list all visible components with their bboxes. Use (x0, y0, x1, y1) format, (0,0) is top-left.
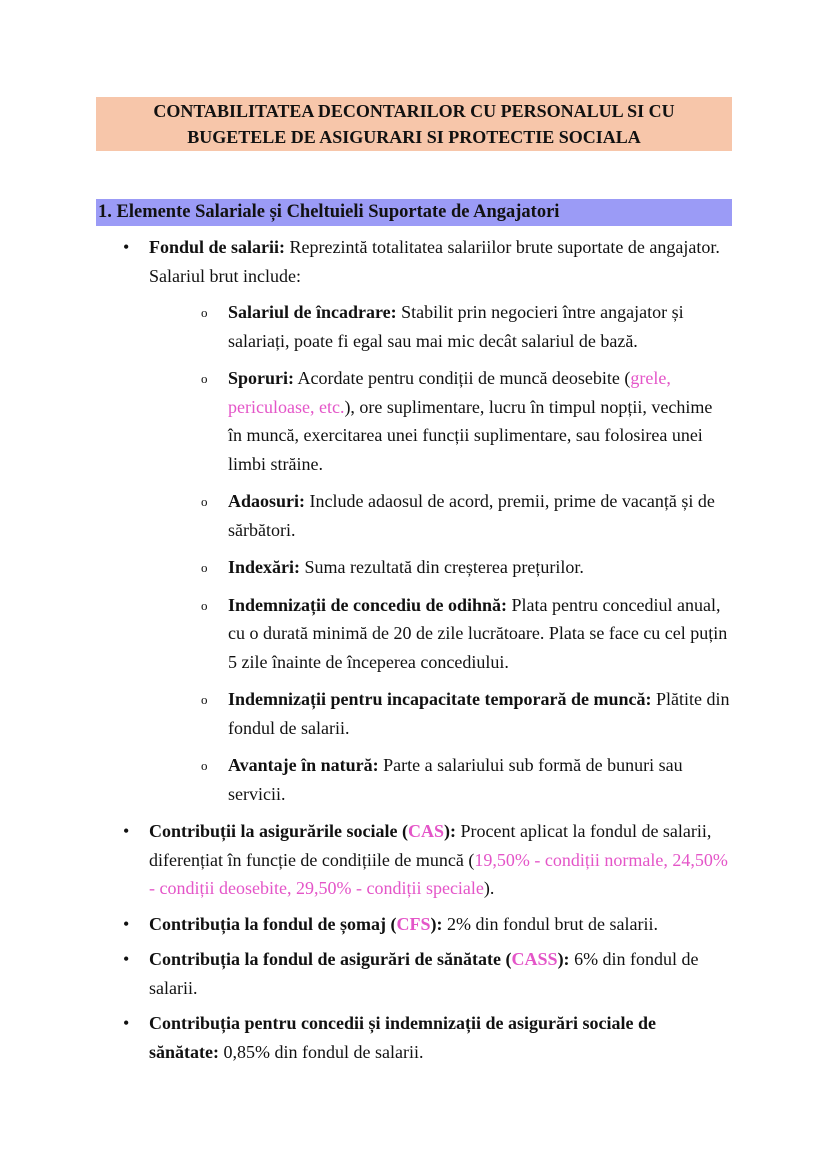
bold-term: Avantaje în natură: (228, 755, 379, 775)
highlighted-text: 19,50% - condiții normale, 24,50% - condiții deosebite, 29,50% - condiții speciale (149, 849, 728, 898)
sub-list-item (149, 487, 730, 544)
circle-bullet-icon: o (201, 597, 208, 613)
sub-list-item-text (228, 364, 730, 478)
sub-list-item-text (228, 751, 730, 808)
sub-list-item-text (228, 487, 730, 544)
bold-term: Adaosuri: (228, 491, 306, 511)
bullet-icon: • (123, 237, 130, 257)
sub-list-item-text (228, 685, 730, 742)
bullet-icon: • (123, 913, 130, 934)
list-item (120, 817, 730, 903)
sub-list-item (149, 751, 730, 808)
text-segment: Procent aplicat la fondul de salarii, diferențiat în funcție de condițiile de muncă ( (149, 821, 712, 870)
list-item (120, 945, 730, 1002)
sub-list-item-text (228, 298, 730, 355)
sub-list-item-text (228, 553, 730, 582)
section-heading: 1. Elemente Salariale și Cheltuieli Suportate de Angajatori (96, 199, 732, 226)
text-segment: 6% din fondul de salarii. (149, 949, 699, 998)
circle-bullet-icon: o (201, 305, 208, 320)
title-line-2: BUGETELE DE ASIGURARI SI PROTECTIE SOCIALA (187, 127, 641, 147)
text-segment: Parte a salariului sub formă de bunuri sau servicii. (228, 755, 683, 804)
circle-bullet-icon: o (201, 371, 208, 386)
text-segment: ), ore suplimentare, lucru în timpul nopții, vechime în muncă, exercitarea unei funcții suplimentare, sau folosirea unei limbi străine. (228, 396, 713, 474)
sub-list-item (149, 553, 730, 582)
bold-term: ): (444, 821, 456, 841)
bullet-icon: • (123, 949, 130, 969)
highlighted-text: grele, periculoase, etc. (228, 368, 671, 417)
bullet-icon: • (123, 821, 130, 841)
circle-bullet-icon: o (201, 560, 208, 575)
sub-list-item (149, 298, 730, 355)
list-item-text (149, 817, 730, 903)
document-title (96, 97, 732, 151)
bold-term: Indemnizații de concediu de odihnă: (228, 594, 508, 615)
bullet-list (120, 233, 730, 1066)
bold-term: ): (430, 913, 443, 934)
list-item (120, 1009, 730, 1066)
bold-term: Sporuri: (228, 368, 295, 388)
bullet-icon: • (123, 1013, 130, 1033)
list-item-text (149, 910, 730, 939)
sub-list (149, 298, 730, 808)
bold-term: Contribuția la fondul de asigurări de sănătate ( (149, 949, 512, 969)
document-body (120, 233, 730, 1073)
list-item-text (149, 1009, 730, 1066)
list-item-text (149, 945, 730, 1002)
bold-term: Indexări: (228, 557, 300, 577)
text-segment: 2% din fondul brut de salarii. (442, 913, 659, 934)
text-segment: Stabilit prin negocieri între angajator și salariați, poate fi egal sau mai mic decât salariul de bază. (228, 302, 684, 351)
text-segment: 0,85% din fondul de salarii. (219, 1041, 424, 1062)
title-line-1: CONTABILITATEA DECONTARILOR CU PERSONALUL SI CU (153, 101, 675, 121)
bold-term: Fondul de salarii: (149, 237, 286, 257)
text-segment: Plata pentru concediul anual, cu o durată minimă de 20 de zile lucrătoare. Plata se face cu cel puțin 5 zile înainte de începerea concediului. (228, 594, 728, 672)
text-segment: ). (483, 878, 495, 898)
bold-term: Salariul de încadrare: (228, 302, 397, 322)
circle-bullet-icon: o (201, 758, 208, 773)
bold-term: Contribuția pentru concedii și indemnizații de asigurări sociale de sănătate: (149, 1013, 656, 1062)
sub-list-item-text (228, 591, 730, 677)
highlighted-text: CASS (511, 949, 558, 969)
sub-list-item (149, 364, 730, 478)
bold-term: Contribuția la fondul de șomaj ( (149, 913, 397, 934)
bold-term: ): (557, 949, 570, 969)
highlighted-text: CFS (396, 913, 431, 934)
text-segment: Suma rezultată din creșterea prețurilor. (300, 557, 584, 577)
list-item (120, 910, 730, 939)
sub-list-item (149, 685, 730, 742)
sub-list-item (149, 591, 730, 677)
highlighted-text: CAS (407, 821, 444, 841)
text-segment: Include adaosul de acord, premii, prime de vacanță și de sărbători. (228, 491, 715, 540)
list-item (120, 233, 730, 808)
circle-bullet-icon: o (201, 692, 208, 707)
list-item-text (149, 233, 730, 290)
bold-term: Contribuții la asigurările sociale ( (149, 821, 408, 841)
text-segment: Acordate pentru condiții de muncă deosebite ( (294, 368, 631, 388)
text-segment: Plătite din fondul de salarii. (228, 689, 730, 738)
text-segment: Reprezintă totalitatea salariilor brute suportate de angajator. Salariul brut include: (149, 237, 720, 286)
bold-term: Indemnizații pentru incapacitate temporară de muncă: (228, 689, 652, 709)
circle-bullet-icon: o (201, 494, 208, 509)
